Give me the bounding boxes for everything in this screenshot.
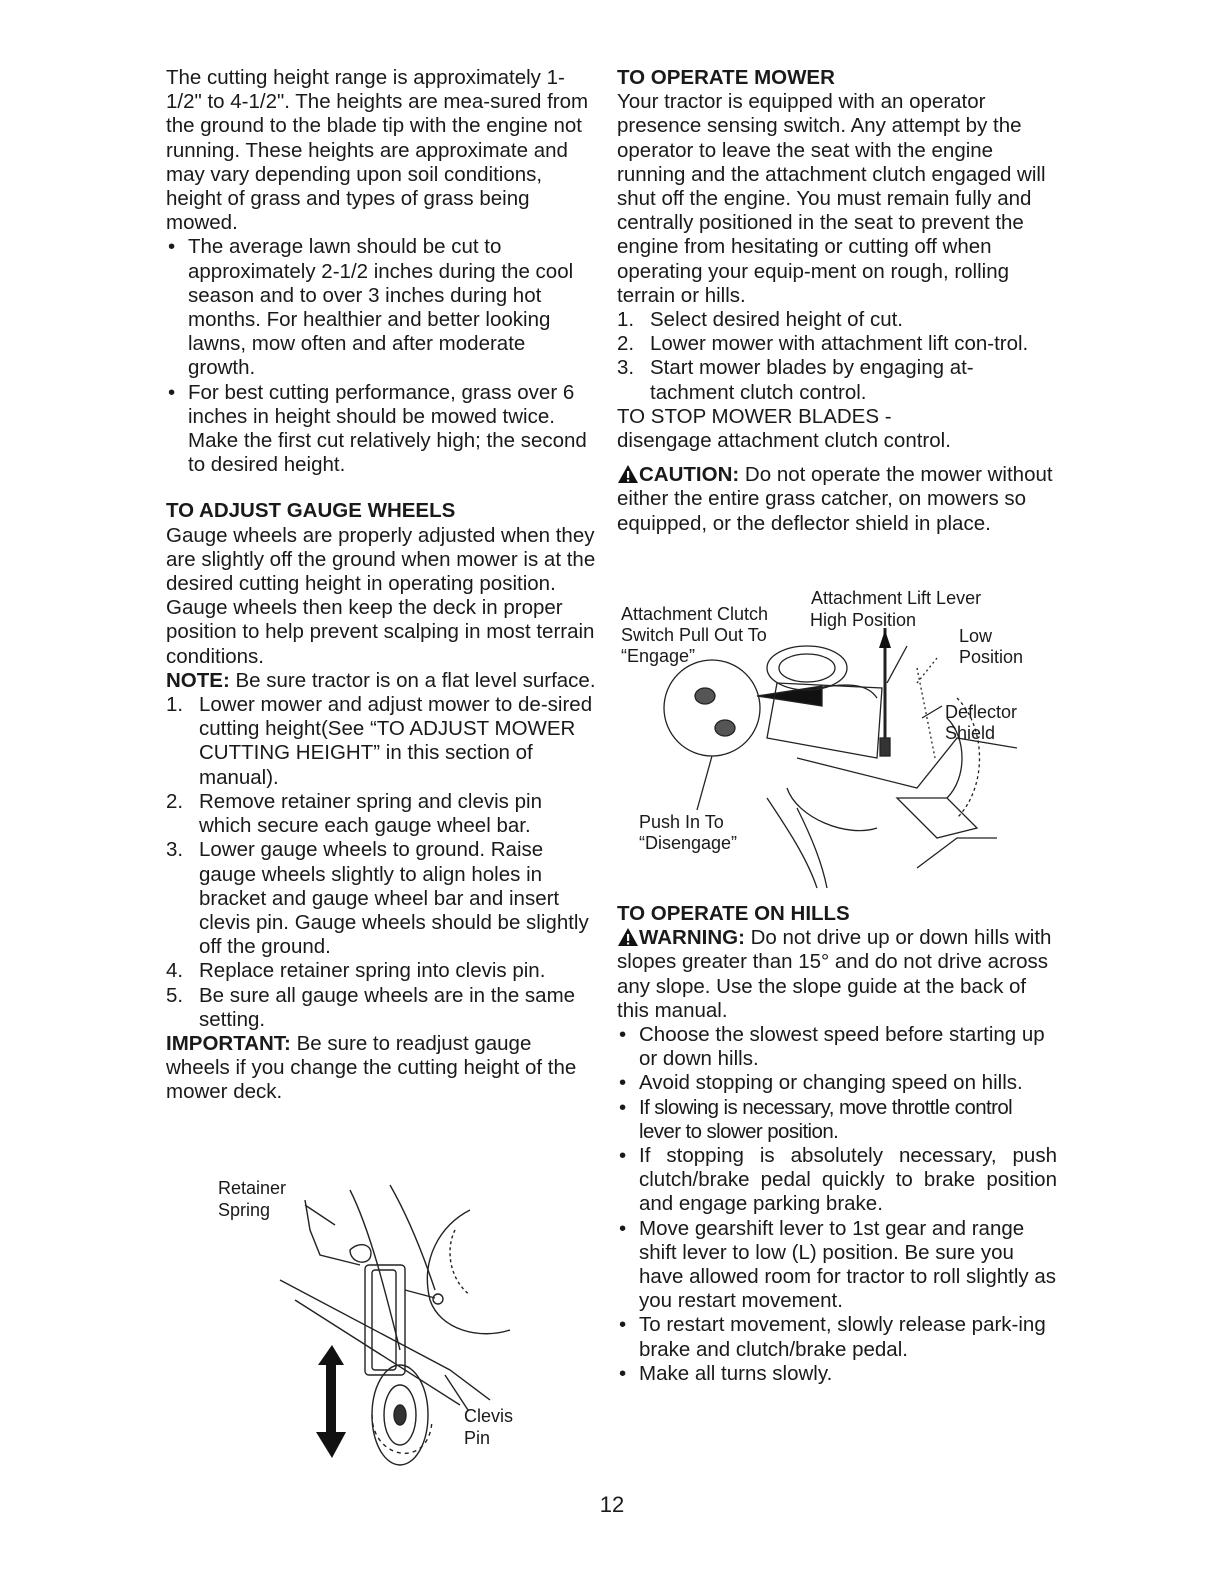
hills-tips-list xyxy=(617,1023,1057,1386)
step-text: Be sure all gauge wheels are in the same setting. xyxy=(199,983,576,1031)
operate-mower-text: Your tractor is equipped with an operator presence sensing switch. Any attempt by the operator to leave the seat with the engine running and the attachment clutch engaged will shut off the engine. You must remain fully and centrally positioned in the seat to prevent the engine from hesitating or cutting off when operating your equip-ment on rough, rolling terrain or hills. xyxy=(617,90,1046,307)
hills-heading: TO OPERATE ON HILLS xyxy=(617,902,850,925)
clutch-label-line2: Switch Pull Out To xyxy=(621,625,767,645)
stop-blades-line: TO STOP MOWER BLADES - xyxy=(617,404,892,428)
step-number: 3. xyxy=(617,356,635,380)
list-item: • To restart movement, slowly release park-ing brake and clutch/brake pedal. xyxy=(617,1313,1057,1361)
list-item: • Avoid stopping or changing speed on hills. xyxy=(617,1071,1057,1095)
list-item: • If slowing is necessary, move throttle control lever to slower position. xyxy=(617,1096,1057,1144)
gauge-wheel-illustration xyxy=(210,1170,540,1470)
important-text: Be sure to readjust gauge wheels if you change the cutting height of the mower deck. xyxy=(166,1031,577,1104)
warning-triangle-icon xyxy=(617,927,639,947)
operate-mower-heading: TO OPERATE MOWER xyxy=(617,66,835,89)
low-label: Low xyxy=(959,626,993,646)
list-item: • The average lawn should be cut to approximately 2-1/2 inches during the cool season and to over 3 inches during hot months. For healthier and better looking lawns, mow often and after moderate growth. xyxy=(166,235,598,380)
gauge-steps-list xyxy=(166,693,598,1032)
step-number: 4. xyxy=(166,959,184,983)
step-text: Lower gauge wheels to ground. Raise gauge wheels slightly to align holes in bracket and gauge wheel bar and insert clevis pin. Gauge wheels should be slightly off the ground. xyxy=(199,838,589,959)
push-label-line2: “Disengage” xyxy=(639,833,738,853)
list-item xyxy=(166,838,598,959)
up-down-arrow-icon xyxy=(316,1345,346,1458)
step-number: 3. xyxy=(166,838,184,862)
list-item xyxy=(166,959,598,983)
caution-text: Do not operate the mower without either the entire grass catcher, on mowers so equipped, or the deflector shield in place. xyxy=(617,463,1053,535)
list-item xyxy=(166,790,598,838)
warning-paragraph xyxy=(617,926,1057,1023)
note-paragraph xyxy=(166,669,598,693)
hills-section xyxy=(617,902,1057,1386)
shield-label: Shield xyxy=(945,723,996,743)
right-column xyxy=(617,66,1057,536)
cutting-tips-list xyxy=(166,235,598,477)
clutch-label-line1: Attachment Clutch xyxy=(621,604,769,624)
note-label: NOTE: xyxy=(166,668,230,692)
list-item: • Move gearshift lever to 1st gear and range shift lever to low (L) position. Be sure you have allowed room for tractor to roll slightly as you restart movement. xyxy=(617,1217,1057,1314)
list-item xyxy=(166,693,598,790)
cutting-height-intro: The cutting height range is approximately 1-1/2" to 4-1/2". The heights are mea-sured from the ground to the blade tip with the engine not running. These heights are approximate and may vary depending upon soil conditions, height of grass and types of grass being mowed. xyxy=(166,66,589,235)
list-item xyxy=(617,308,1057,332)
step-text: Replace retainer spring into clevis pin. xyxy=(199,959,546,983)
step-text: Select desired height of cut. xyxy=(650,308,903,332)
retainer-label: Retainer xyxy=(218,1178,287,1198)
important-paragraph xyxy=(166,1032,598,1105)
list-item: • Choose the slowest speed before starting up or down hills. xyxy=(617,1023,1057,1071)
pin-label: Pin xyxy=(464,1428,491,1448)
list-item: • Make all turns slowly. xyxy=(617,1362,1057,1386)
high-position-label: High Position xyxy=(810,610,917,630)
gauge-wheels-heading: TO ADJUST GAUGE WHEELS xyxy=(166,499,456,523)
step-number: 5. xyxy=(166,983,184,1007)
lift-lever-label: Attachment Lift Lever xyxy=(811,588,982,608)
spring-label: Spring xyxy=(218,1200,271,1220)
page-number: 12 xyxy=(599,1492,625,1517)
step-number: 2. xyxy=(166,789,184,813)
stop-blades-instruction: disengage attachment clutch control. xyxy=(617,429,951,453)
list-item: • If stopping is absolutely necessary, push clutch/brake pedal quickly to brake position and engage parking brake. xyxy=(617,1144,1057,1217)
step-text: Remove retainer spring and clevis pin which secure each gauge wheel bar. xyxy=(199,789,542,838)
caution-triangle-icon xyxy=(617,464,639,484)
left-column xyxy=(166,66,598,1105)
list-item xyxy=(617,356,1057,404)
warning-text: Do not drive up or down hills with slopes greater than 15° and do not drive across any slope. Use the slope guide at the back of this manual. xyxy=(617,926,1052,1022)
clutch-label-line3: “Engage” xyxy=(621,646,696,666)
step-text: Start mower blades by engaging at-tachment clutch control. xyxy=(650,356,974,404)
push-label-line1: Push In To xyxy=(639,812,724,832)
step-text: Lower mower with attachment lift con-trol. xyxy=(650,332,1029,356)
gauge-wheels-text: Gauge wheels are properly adjusted when they are slightly off the ground when mower is at the desired cutting height in operating position. Gauge wheels then keep the deck in proper position to help prevent scalping in most terrain conditions. xyxy=(166,523,596,668)
caution-paragraph xyxy=(617,463,1057,536)
step-number: 2. xyxy=(617,332,635,356)
operate-steps-list xyxy=(617,308,1057,405)
position-label: Position xyxy=(959,647,1024,667)
list-item: • For best cutting performance, grass over 6 inches in height should be mowed twice. Make the first cut relatively high; the second to desired height. xyxy=(166,381,598,478)
warning-label: WARNING: xyxy=(639,926,745,950)
step-number: 1. xyxy=(617,308,635,332)
important-label: IMPORTANT: xyxy=(166,1031,291,1055)
deflector-label: Deflector xyxy=(945,702,1018,722)
tractor-controls-illustration xyxy=(617,588,1037,890)
clevis-label: Clevis xyxy=(464,1406,514,1426)
list-item xyxy=(617,332,1057,356)
step-text: Lower mower and adjust mower to de-sired cutting height(See “TO ADJUST MOWER CUTTING HEIGHT” in this section of manual). xyxy=(199,693,593,789)
caution-label: CAUTION: xyxy=(639,463,740,487)
step-number: 1. xyxy=(166,693,184,717)
note-text: Be sure tractor is on a flat level surface. xyxy=(229,668,596,692)
list-item xyxy=(166,984,598,1032)
